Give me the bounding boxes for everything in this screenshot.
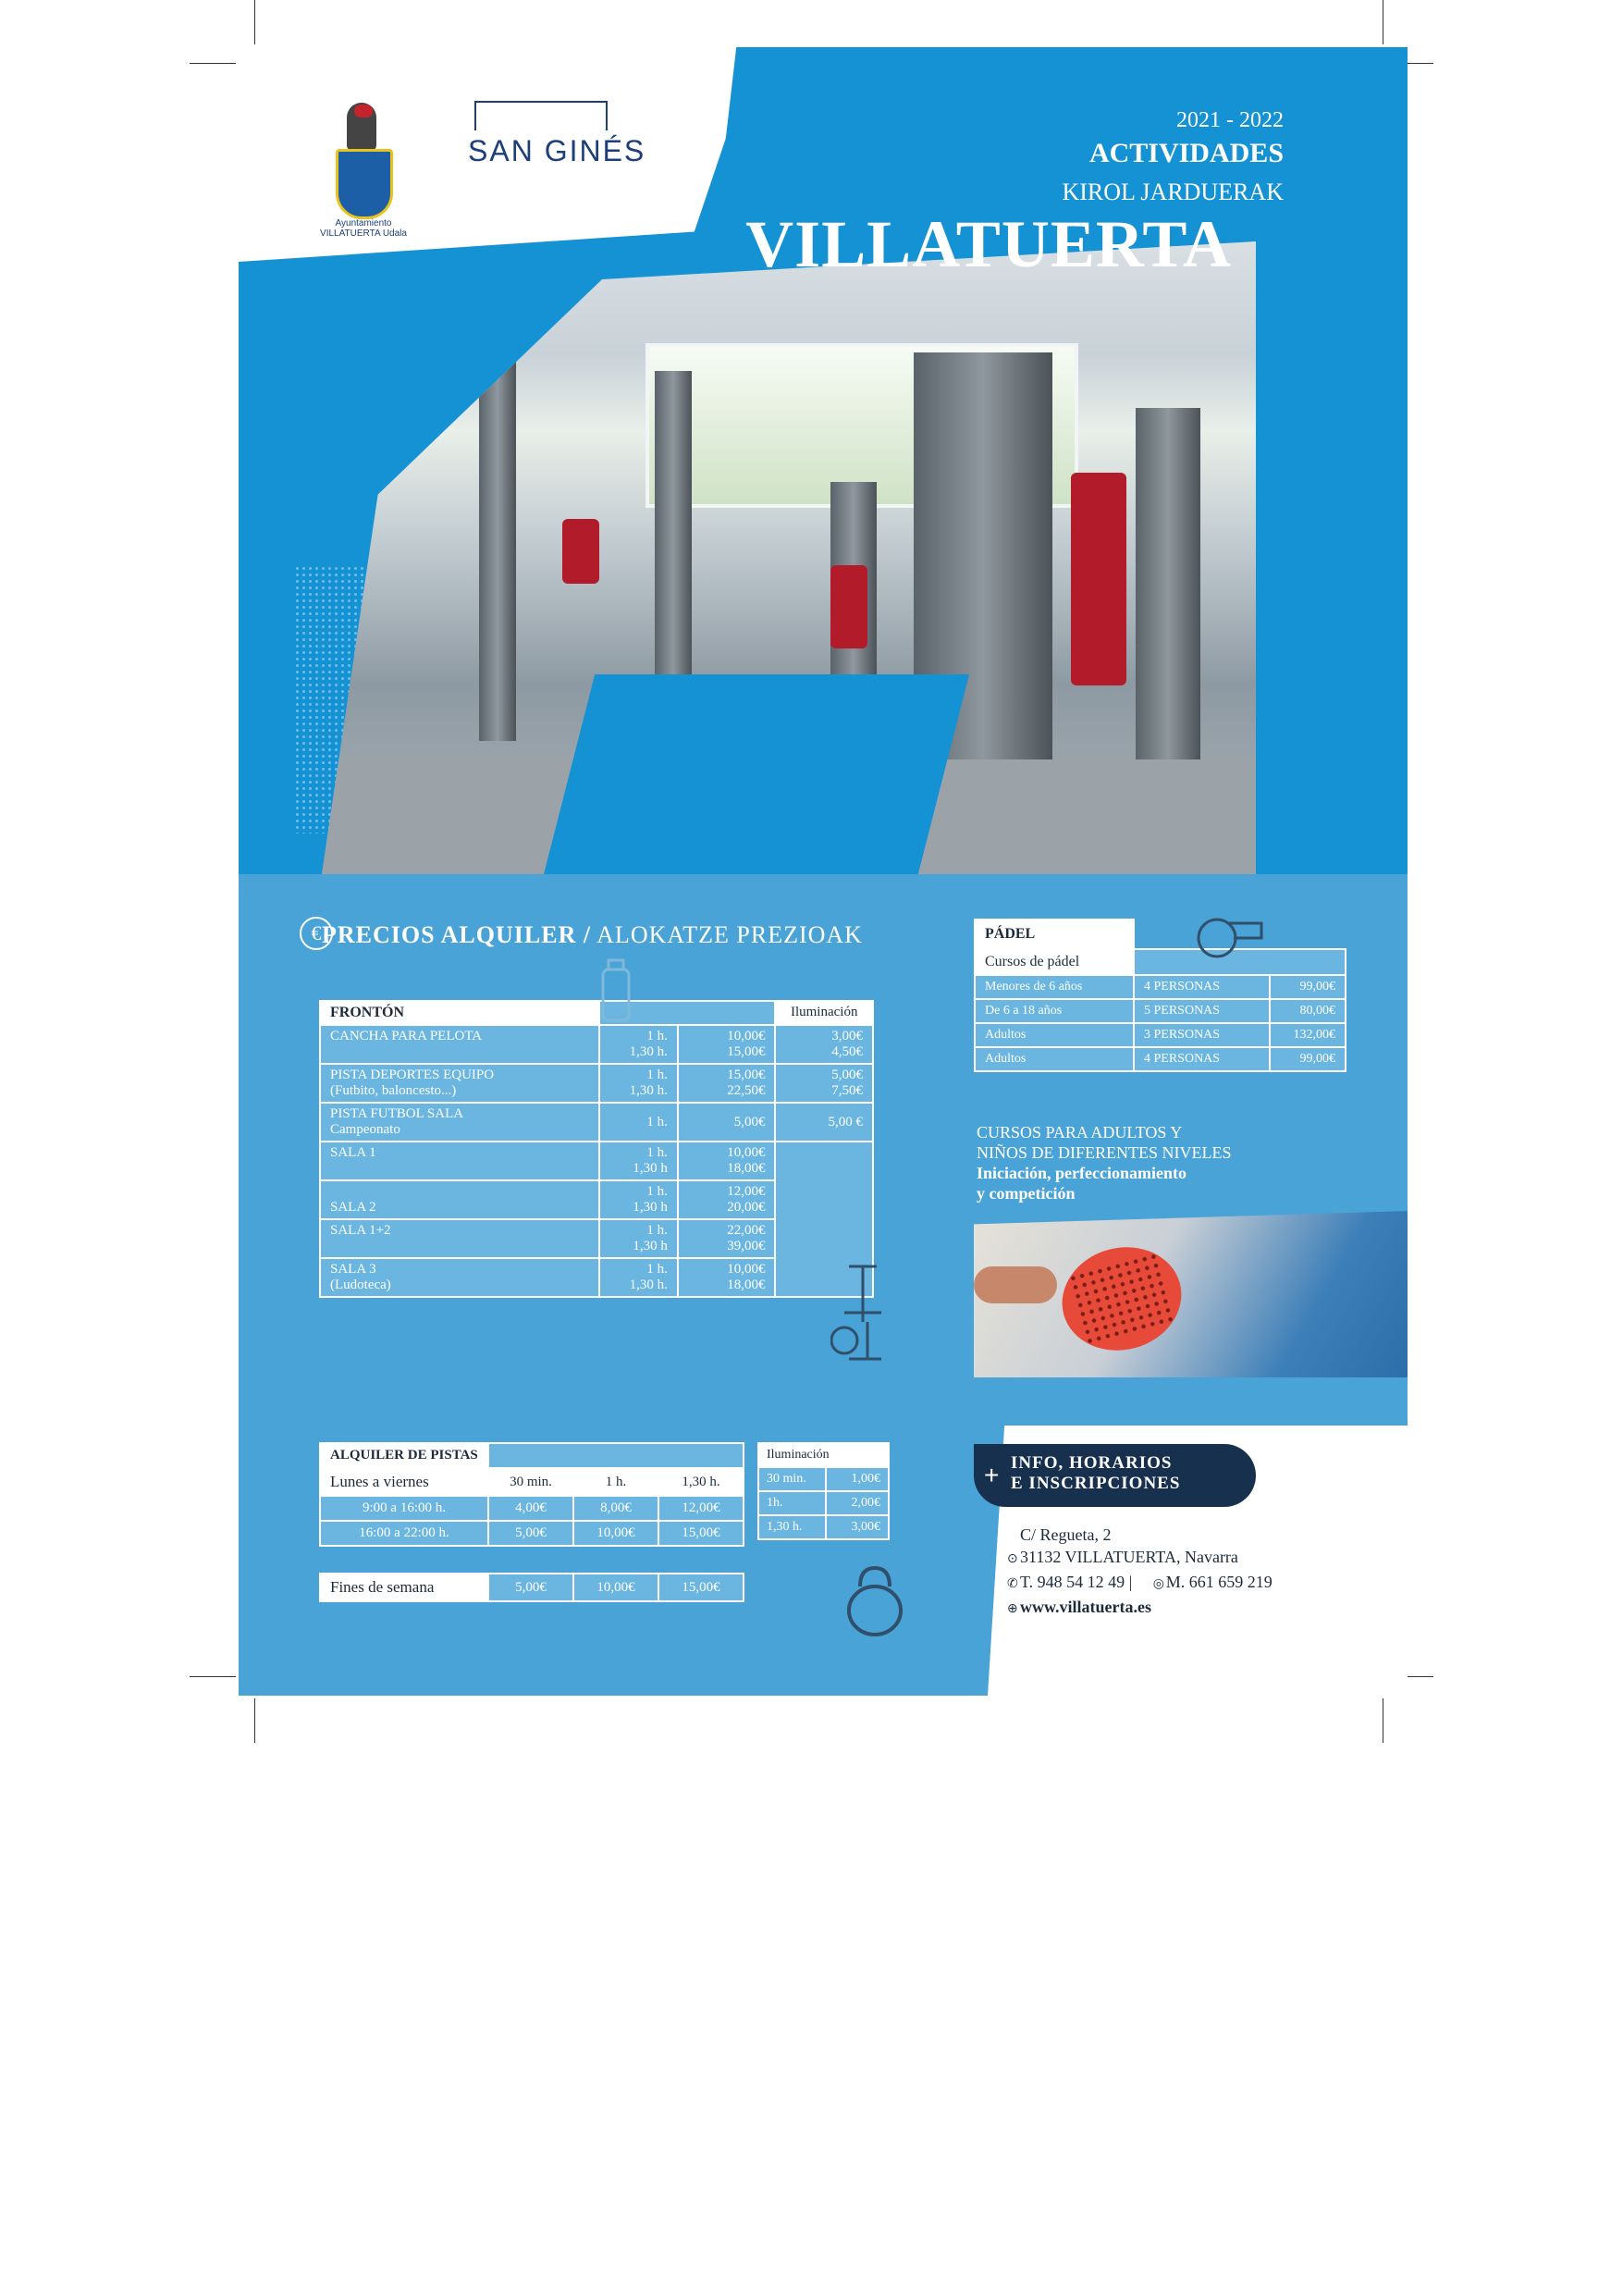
euro-icon: € (300, 917, 333, 950)
town-name: VILLATUERTA (745, 207, 1232, 281)
web-row (1007, 1596, 1273, 1621)
table-row (758, 1515, 889, 1539)
row-duration: 1 h. (599, 1103, 678, 1142)
section-title-bold: PRECIOS ALQUILER (322, 921, 577, 948)
row-name: PISTA FUTBOL SALA Campeonato (320, 1103, 599, 1142)
row-name: CANCHA PARA PELOTA (320, 1025, 599, 1064)
row-name: SALA 3 (Ludoteca) (320, 1258, 599, 1297)
table-row (320, 1103, 873, 1142)
table-row (320, 1142, 873, 1180)
price-cell: 10,00€ (573, 1521, 658, 1546)
website-link[interactable]: www.villatuerta.es (1020, 1598, 1151, 1616)
time-slot: 16:00 a 22:00 h. (320, 1521, 488, 1546)
price-cell: 15,00€ (658, 1521, 744, 1546)
courses-level: y competición (977, 1184, 1076, 1203)
price-cell: 12,00€ (658, 1496, 744, 1521)
row-ilum: 5,00 € (775, 1103, 873, 1142)
lighting-duration: 1h. (758, 1491, 826, 1515)
row-duration: 1 h. 1,30 h (599, 1180, 678, 1219)
mobile-number[interactable]: M. 661 659 219 (1165, 1573, 1273, 1591)
table-row (758, 1491, 889, 1515)
table-row (320, 1064, 873, 1103)
info-title: INFO, HORARIOS E INSCRIPCIONES (1011, 1453, 1181, 1493)
padel-group: Menores de 6 años (975, 975, 1134, 999)
padel-price: 80,00€ (1270, 999, 1346, 1023)
crop-mark (190, 1676, 236, 1677)
row-price: 5,00€ (678, 1103, 776, 1142)
photo-hand (974, 1266, 1057, 1303)
court-lighting-table (757, 1442, 890, 1540)
coat-of-arms-plume (354, 105, 373, 117)
col-header: 1,30 h. (658, 1468, 744, 1496)
price-cell: 4,00€ (488, 1496, 573, 1521)
row-ilum: 5,00€ 7,50€ (775, 1064, 873, 1103)
price-cell: 5,00€ (488, 1574, 573, 1601)
address-line: C/ Regueta, 2 (1020, 1525, 1112, 1544)
row-duration: 1 h. 1,30 h. (599, 1258, 678, 1297)
padel-people: 3 PERSONAS (1134, 1023, 1270, 1047)
lighting-price: 2,00€ (826, 1491, 889, 1515)
whatsapp-icon: ◎ (1152, 1577, 1164, 1591)
row-price: 10,00€ 18,00€ (678, 1142, 776, 1180)
row-ilum: 3,00€ 4,50€ (775, 1025, 873, 1064)
flyer (239, 47, 1408, 1696)
padel-people: 5 PERSONAS (1134, 999, 1270, 1023)
price-cell: 5,00€ (488, 1521, 573, 1546)
courses-line: NIÑOS DE DIFERENTES NIVELES (977, 1143, 1232, 1162)
row-price: 22,00€ 39,00€ (678, 1219, 776, 1258)
row-price: 15,00€ 22,50€ (678, 1064, 776, 1103)
padel-group: De 6 a 18 años (975, 999, 1134, 1023)
shield-icon (336, 149, 393, 219)
table-row (975, 999, 1346, 1023)
ilum-header: Iluminación (775, 1001, 873, 1025)
fronton-header: FRONTÓN (320, 1001, 599, 1025)
photo-red-pad (1071, 473, 1126, 685)
court-rental-header: ALQUILER DE PISTAS (320, 1443, 488, 1468)
bottle-icon (597, 958, 634, 1023)
price-cell: 8,00€ (573, 1496, 658, 1521)
table-row (975, 975, 1346, 999)
section-title (322, 921, 863, 949)
weekend-label: Fines de semana (320, 1574, 488, 1601)
kettlebell-icon (842, 1564, 908, 1638)
row-name: SALA 1 (320, 1142, 599, 1180)
col-header: 1 h. (573, 1468, 658, 1496)
row-name: PISTA DEPORTES EQUIPO (Futbito, baloncesto...) (320, 1064, 599, 1103)
courses-line: CURSOS PARA ADULTOS Y (977, 1123, 1183, 1142)
crop-mark (190, 63, 236, 64)
phone-row (1007, 1571, 1273, 1596)
bike-icon (830, 1257, 895, 1368)
blue-slash (544, 674, 969, 874)
table-row (320, 1496, 744, 1521)
row-price: 10,00€ 15,00€ (678, 1025, 776, 1064)
address-line: 31132 VILLATUERTA, Navarra (1020, 1548, 1238, 1566)
table-row (320, 1025, 873, 1064)
header-spacer (488, 1443, 744, 1468)
weekday-label: Lunes a viernes (320, 1468, 488, 1496)
padel-table (974, 919, 1346, 1072)
globe-icon: ⊕ (1007, 1602, 1018, 1616)
location-icon: ⊙ (1007, 1552, 1018, 1566)
lighting-duration: 30 min. (758, 1467, 826, 1491)
row-duration: 1 h. 1,30 h (599, 1142, 678, 1180)
padel-header: PÁDEL (975, 920, 1134, 949)
phone-number[interactable]: T. 948 54 12 49 | (1020, 1573, 1133, 1591)
padel-price: 99,00€ (1270, 975, 1346, 999)
center-logo-name: SAN GINÉS (468, 134, 646, 167)
padel-subheader: Cursos de pádel (975, 949, 1134, 975)
contact-block (1007, 1524, 1273, 1621)
price-cell: 10,00€ (573, 1574, 658, 1601)
whistle-icon (1191, 912, 1265, 960)
row-duration: 1 h. 1,30 h (599, 1219, 678, 1258)
padel-price: 99,00€ (1270, 1047, 1346, 1071)
table-row (320, 1574, 744, 1601)
building-icon (474, 101, 608, 130)
crop-mark (254, 0, 255, 44)
page-subtitle: KIROL JARDUERAK (1062, 179, 1284, 205)
ayuntamiento-logo-text: Ayuntamiento VILLATUERTA Udala (320, 218, 407, 239)
row-price: 12,00€ 20,00€ (678, 1180, 776, 1219)
school-year: 2021 - 2022 (1176, 108, 1284, 132)
table-gap (320, 1546, 744, 1574)
phone-icon: ✆ (1007, 1577, 1018, 1591)
table-row (758, 1467, 889, 1491)
col-header: 30 min. (488, 1468, 573, 1496)
court-rental-table (319, 1442, 744, 1602)
padel-group: Adultos (975, 1023, 1134, 1047)
lighting-duration: 1,30 h. (758, 1515, 826, 1539)
row-name: SALA 2 (320, 1180, 599, 1219)
lighting-header: Iluminación (758, 1443, 889, 1467)
address-row (1007, 1546, 1273, 1571)
price-cell: 15,00€ (658, 1574, 744, 1601)
courses-level: Iniciación, perfeccionamiento (977, 1164, 1187, 1182)
photo-red-pad (562, 519, 599, 584)
padel-people: 4 PERSONAS (1134, 1047, 1270, 1071)
section-title-separator: / (583, 921, 592, 948)
row-duration: 1 h. 1,30 h. (599, 1025, 678, 1064)
row-duration: 1 h. 1,30 h. (599, 1064, 678, 1103)
photo-machine (1136, 408, 1200, 759)
row-price: 10,00€ 18,00€ (678, 1258, 776, 1297)
time-slot: 9:00 a 16:00 h. (320, 1496, 488, 1521)
crop-mark (254, 1698, 255, 1743)
padel-price: 132,00€ (1270, 1023, 1346, 1047)
lighting-price: 3,00€ (826, 1515, 889, 1539)
page-title: ACTIVIDADES (1088, 138, 1284, 168)
padel-group: Adultos (975, 1047, 1134, 1071)
table-row (975, 1023, 1346, 1047)
plus-icon: + (984, 1461, 1000, 1489)
padel-courses-text (977, 1122, 1231, 1204)
padel-people: 4 PERSONAS (1134, 975, 1270, 999)
lighting-price: 1,00€ (826, 1467, 889, 1491)
table-row (320, 1521, 744, 1546)
section-title-light: ALOKATZE PREZIOAK (596, 921, 863, 948)
fronton-table (319, 1000, 874, 1298)
padel-photo (974, 1211, 1408, 1377)
row-name: SALA 1+2 (320, 1219, 599, 1258)
photo-red-pad (830, 565, 867, 648)
table-row (975, 1047, 1346, 1071)
